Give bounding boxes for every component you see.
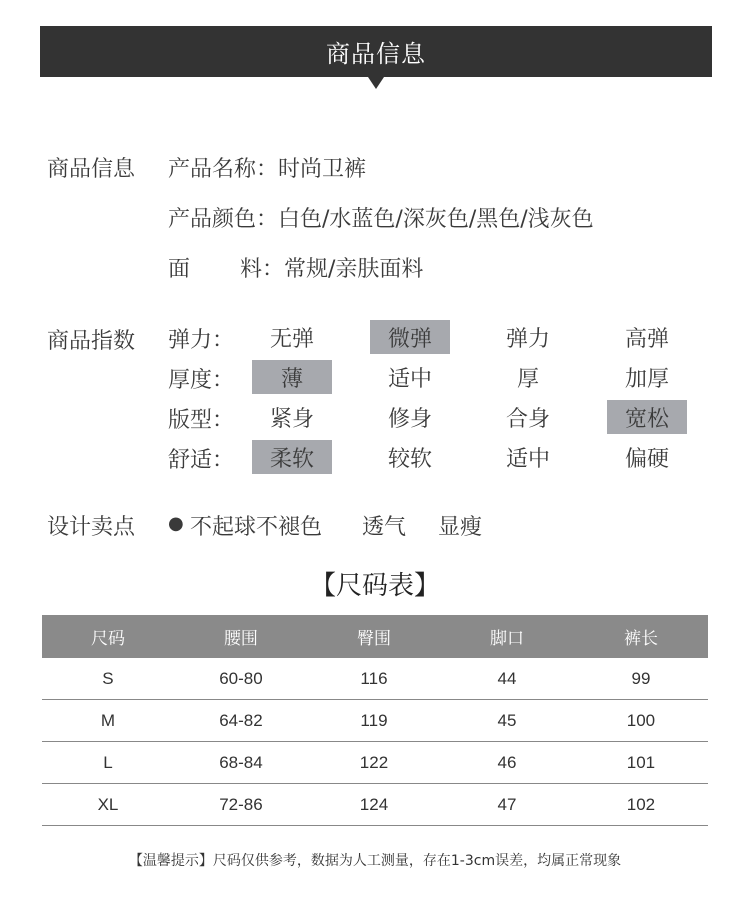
index-option: 无弹 (269, 326, 314, 352)
selling-point-2: 透气 (362, 515, 407, 540)
product-color-line (168, 202, 594, 233)
table-row (42, 742, 708, 784)
cell-length: 100 (574, 700, 708, 742)
index-row-label: 弹力： (168, 328, 235, 353)
index-option: 厚 (516, 366, 539, 392)
size-chart-table (42, 615, 708, 826)
index-option: 高弹 (624, 326, 669, 352)
index-option: 较软 (387, 446, 432, 472)
size-chart-title: 【尺码表】 (309, 571, 440, 601)
cell-hip: 116 (308, 658, 440, 700)
info-section-label: 商品信息 (47, 157, 136, 182)
page-title: 商品信息 (326, 40, 426, 68)
index-option: 弹力 (505, 326, 550, 352)
product-color-value: 白色/水蓝色/深灰色/黑色/浅灰色 (278, 207, 594, 232)
cell-waist: 60-80 (174, 658, 308, 700)
cell-hip: 119 (308, 700, 440, 742)
header-length: 裤长 (574, 615, 708, 658)
index-row-label: 舒适： (168, 448, 235, 473)
fabric-label-part1: 面 (168, 257, 191, 282)
index-option: 紧身 (269, 406, 314, 432)
cell-hem: 44 (440, 658, 574, 700)
index-option: 加厚 (624, 366, 669, 392)
cell-hem: 45 (440, 700, 574, 742)
selling-point-1: 不起球不褪色 (190, 515, 323, 540)
index-option: 适中 (387, 366, 432, 392)
cell-size: L (42, 742, 174, 784)
header-size: 尺码 (42, 615, 174, 658)
header-hem: 脚口 (440, 615, 574, 658)
index-option-selected: 薄 (252, 360, 332, 394)
bullet-icon: ● (168, 513, 184, 534)
banner-arrow-icon (368, 77, 384, 89)
index-row-label: 版型： (168, 408, 235, 433)
cell-length: 99 (574, 658, 708, 700)
index-option-selected: 微弹 (370, 320, 450, 354)
index-option: 适中 (505, 446, 550, 472)
index-option-selected: 宽松 (607, 400, 687, 434)
index-section-label: 商品指数 (47, 329, 136, 354)
cell-hem: 47 (440, 784, 574, 826)
selling-point-3: 显瘦 (438, 515, 483, 540)
fabric-label-part2: 料： (240, 257, 285, 282)
design-section-label: 设计卖点 (47, 515, 136, 540)
product-name-line (168, 152, 366, 183)
table-row (42, 784, 708, 826)
product-name-value: 时尚卫裤 (278, 157, 367, 182)
header-hip: 臀围 (308, 615, 440, 658)
cell-length: 101 (574, 742, 708, 784)
cell-hip: 122 (308, 742, 440, 784)
index-option: 偏硬 (624, 446, 669, 472)
product-color-label: 产品颜色： (168, 207, 279, 232)
product-fabric-line (168, 252, 423, 283)
cell-hip: 124 (308, 784, 440, 826)
size-note: 【温馨提示】尺码仅供参考，数据为人工测量，存在1-3cm误差，均属正常现象 (128, 853, 622, 869)
index-row-label: 厚度： (168, 368, 235, 393)
table-row (42, 700, 708, 742)
cell-waist: 64-82 (174, 700, 308, 742)
index-option: 合身 (505, 406, 550, 432)
cell-length: 102 (574, 784, 708, 826)
size-chart-header-row (42, 615, 708, 658)
page-title-banner (40, 26, 712, 77)
index-option: 修身 (387, 406, 432, 432)
index-option-selected: 柔软 (252, 440, 332, 474)
cell-size: M (42, 700, 174, 742)
cell-size: S (42, 658, 174, 700)
cell-waist: 68-84 (174, 742, 308, 784)
table-row (42, 658, 708, 700)
product-fabric-value: 常规/亲肤面料 (284, 257, 424, 282)
cell-size: XL (42, 784, 174, 826)
header-waist: 腰围 (174, 615, 308, 658)
cell-waist: 72-86 (174, 784, 308, 826)
product-name-label: 产品名称： (168, 157, 279, 182)
cell-hem: 46 (440, 742, 574, 784)
